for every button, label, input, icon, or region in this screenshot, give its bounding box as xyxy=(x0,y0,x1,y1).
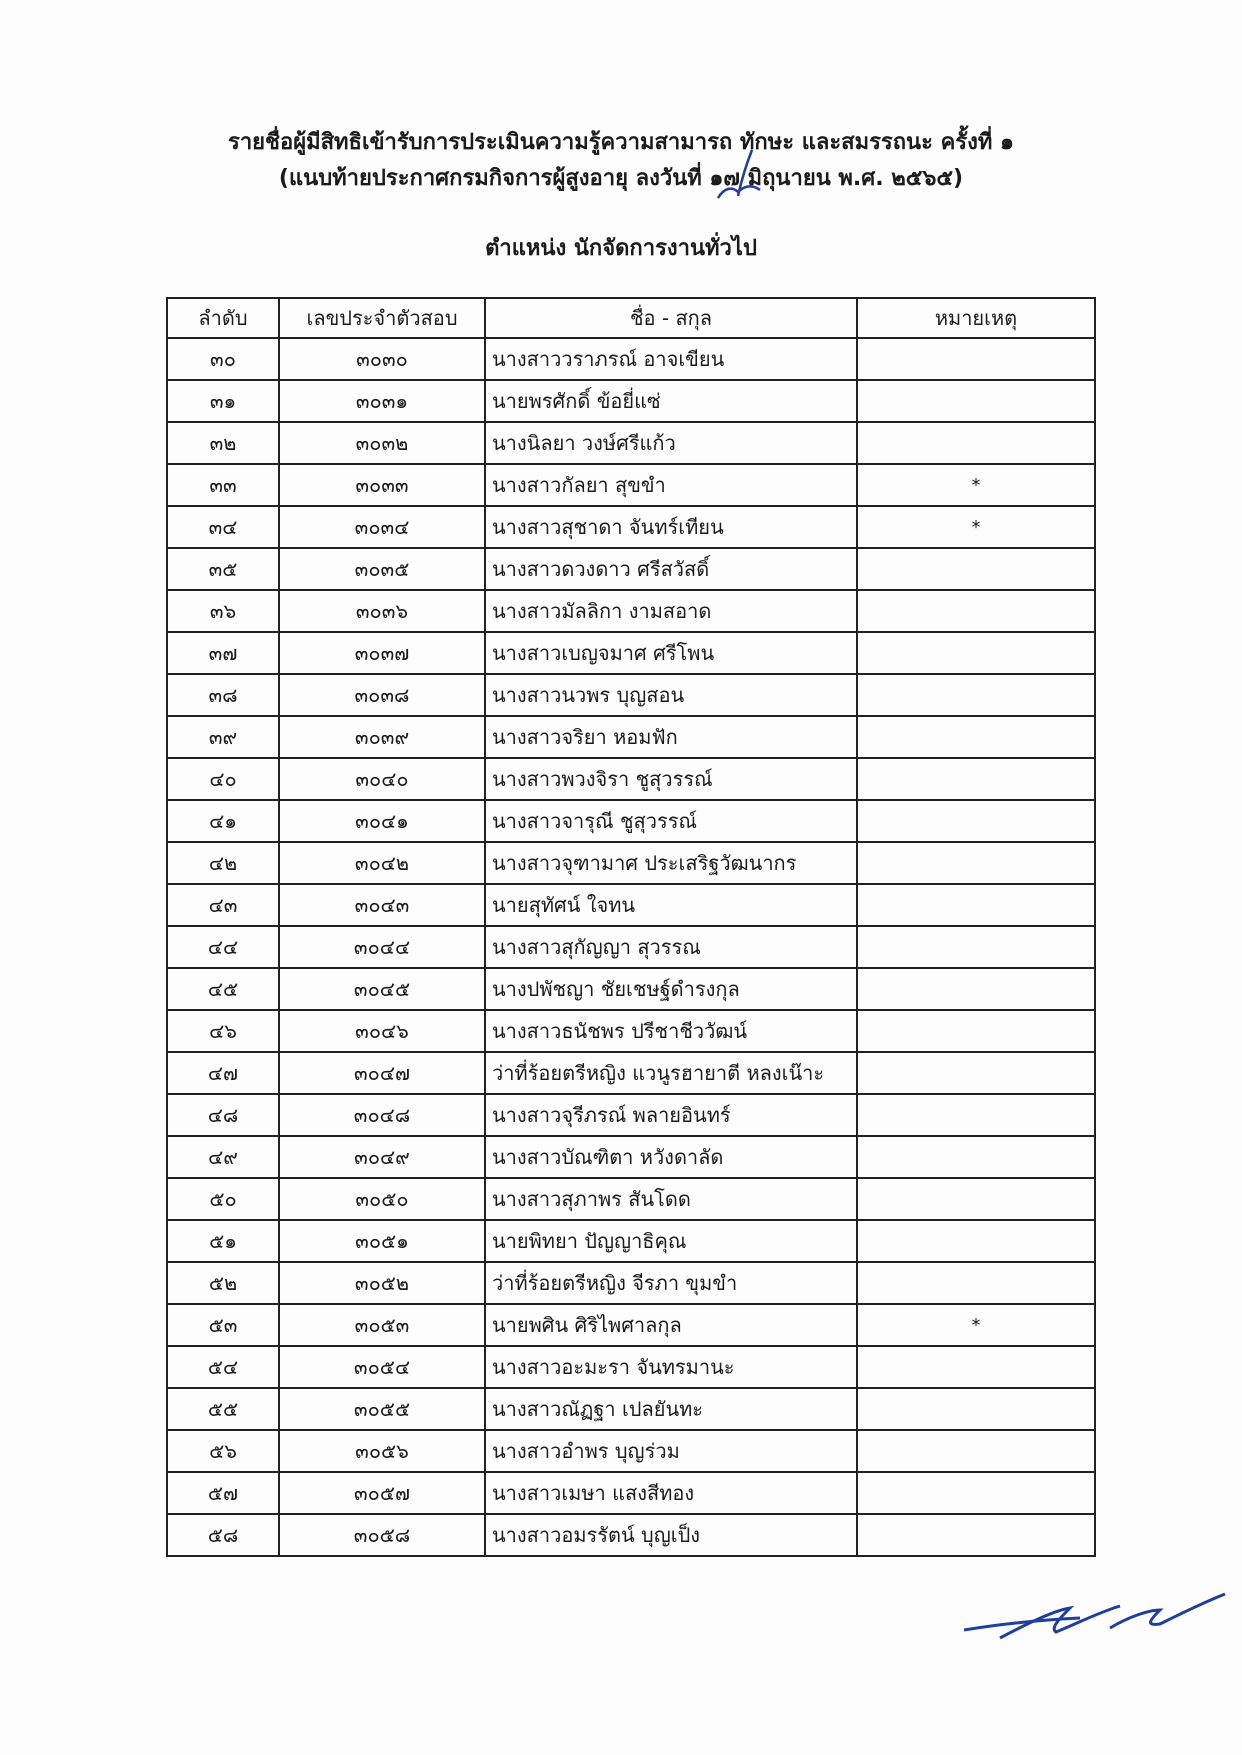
cell-exam-id: ๓๐๔๖ xyxy=(279,1010,485,1052)
cell-order: ๓๕ xyxy=(167,548,279,590)
cell-name: นางสาวณัฏฐา เปลยันทะ xyxy=(485,1388,857,1430)
cell-note xyxy=(857,1052,1095,1094)
cell-order: ๕๘ xyxy=(167,1514,279,1556)
cell-exam-id: ๓๐๔๓ xyxy=(279,884,485,926)
cell-name: นางสาวสุภาพร สันโดด xyxy=(485,1178,857,1220)
cell-name: นายพศิน ศิริไพศาลกุล xyxy=(485,1304,857,1346)
cell-order: ๕๒ xyxy=(167,1262,279,1304)
cell-exam-id: ๓๐๕๕ xyxy=(279,1388,485,1430)
cell-exam-id: ๓๐๓๙ xyxy=(279,716,485,758)
cell-order: ๔๖ xyxy=(167,1010,279,1052)
cell-note: * xyxy=(857,1304,1095,1346)
cell-note xyxy=(857,1178,1095,1220)
cell-name: นางสาวอะมะรา จันทรมานะ xyxy=(485,1346,857,1388)
cell-order: ๓๘ xyxy=(167,674,279,716)
cell-exam-id: ๓๐๓๔ xyxy=(279,506,485,548)
cell-order: ๔๑ xyxy=(167,800,279,842)
cell-exam-id: ๓๐๓๖ xyxy=(279,590,485,632)
table-row xyxy=(167,842,1095,884)
cell-note: * xyxy=(857,506,1095,548)
cell-note xyxy=(857,758,1095,800)
cell-exam-id: ๓๐๕๓ xyxy=(279,1304,485,1346)
cell-order: ๔๔ xyxy=(167,926,279,968)
cell-name: นางสาวเบญจมาศ ศรีโพน xyxy=(485,632,857,674)
cell-exam-id: ๓๐๔๗ xyxy=(279,1052,485,1094)
cell-name: นางสาวอำพร บุญร่วม xyxy=(485,1430,857,1472)
cell-note xyxy=(857,1514,1095,1556)
cell-order: ๓๗ xyxy=(167,632,279,674)
cell-note xyxy=(857,338,1095,380)
column-header-exam-id: เลขประจำตัวสอบ xyxy=(279,298,485,338)
table-row xyxy=(167,1262,1095,1304)
cell-name: นางสาวธนัชพร ปรีชาชีววัฒน์ xyxy=(485,1010,857,1052)
cell-name: ว่าที่ร้อยตรีหญิง แวนูรฮายาตี หลงเน๊าะ xyxy=(485,1052,857,1094)
cell-exam-id: ๓๐๔๙ xyxy=(279,1136,485,1178)
table-row xyxy=(167,968,1095,1010)
cell-exam-id: ๓๐๓๓ xyxy=(279,464,485,506)
cell-note xyxy=(857,590,1095,632)
cell-note xyxy=(857,422,1095,464)
cell-note xyxy=(857,1430,1095,1472)
cell-order: ๕๓ xyxy=(167,1304,279,1346)
cell-note xyxy=(857,1388,1095,1430)
cell-order: ๔๙ xyxy=(167,1136,279,1178)
cell-name: นางสาวพวงจิรา ชูสุวรรณ์ xyxy=(485,758,857,800)
cell-exam-id: ๓๐๓๒ xyxy=(279,422,485,464)
table-row xyxy=(167,758,1095,800)
table-row xyxy=(167,1304,1095,1346)
cell-name: นางปพัชญา ชัยเชษฐ์ดำรงกุล xyxy=(485,968,857,1010)
cell-name: นางสาวกัลยา สุขขำ xyxy=(485,464,857,506)
table-row xyxy=(167,884,1095,926)
cell-note: * xyxy=(857,464,1095,506)
cell-name: นางสาวจารุณี ชูสุวรรณ์ xyxy=(485,800,857,842)
cell-name: นางสาวบัณฑิตา หวังดาลัด xyxy=(485,1136,857,1178)
table-row xyxy=(167,1094,1095,1136)
cell-name: นางสาวเมษา แสงสีทอง xyxy=(485,1472,857,1514)
document-subtitle: (แนบท้ายประกาศกรมกิจการผู้สูงอายุ ลงวันที่ ๑๗ มิถุนายน พ.ศ. ๒๕๖๕) xyxy=(278,166,964,191)
cell-order: ๓๒ xyxy=(167,422,279,464)
cell-note xyxy=(857,800,1095,842)
table-row xyxy=(167,716,1095,758)
cell-name: นายสุทัศน์ ใจทน xyxy=(485,884,857,926)
cell-exam-id: ๓๐๓๐ xyxy=(279,338,485,380)
cell-exam-id: ๓๐๔๐ xyxy=(279,758,485,800)
cell-exam-id: ๓๐๔๒ xyxy=(279,842,485,884)
cell-exam-id: ๓๐๔๔ xyxy=(279,926,485,968)
cell-note xyxy=(857,884,1095,926)
cell-exam-id: ๓๐๓๗ xyxy=(279,632,485,674)
cell-exam-id: ๓๐๕๖ xyxy=(279,1430,485,1472)
table-row xyxy=(167,422,1095,464)
cell-note xyxy=(857,716,1095,758)
cell-order: ๔๓ xyxy=(167,884,279,926)
cell-name: นางสาวอมรรัตน์ บุญเป็ง xyxy=(485,1514,857,1556)
table-row xyxy=(167,1346,1095,1388)
cell-name: นางสาวสุกัญญา สุวรรณ xyxy=(485,926,857,968)
cell-exam-id: ๓๐๕๐ xyxy=(279,1178,485,1220)
cell-name: นางนิลยา วงษ์ศรีแก้ว xyxy=(485,422,857,464)
cell-order: ๓๐ xyxy=(167,338,279,380)
table-header-row xyxy=(167,298,1095,338)
table-row xyxy=(167,1052,1095,1094)
cell-name: นางสาวสุชาดา จันทร์เทียน xyxy=(485,506,857,548)
table-row xyxy=(167,1514,1095,1556)
table-row xyxy=(167,380,1095,422)
cell-exam-id: ๓๐๕๘ xyxy=(279,1514,485,1556)
cell-exam-id: ๓๐๓๑ xyxy=(279,380,485,422)
cell-note xyxy=(857,968,1095,1010)
cell-exam-id: ๓๐๕๔ xyxy=(279,1346,485,1388)
cell-note xyxy=(857,1472,1095,1514)
cell-name: นางสาวนวพร บุญสอน xyxy=(485,674,857,716)
cell-order: ๓๓ xyxy=(167,464,279,506)
cell-note xyxy=(857,1262,1095,1304)
cell-note xyxy=(857,926,1095,968)
table-row xyxy=(167,1220,1095,1262)
table-row xyxy=(167,1430,1095,1472)
column-header-name: ชื่อ - สกุล xyxy=(485,298,857,338)
column-header-note: หมายเหตุ xyxy=(857,298,1095,338)
table-row xyxy=(167,338,1095,380)
cell-order: ๔๐ xyxy=(167,758,279,800)
cell-note xyxy=(857,1010,1095,1052)
table-row xyxy=(167,1178,1095,1220)
cell-exam-id: ๓๐๕๑ xyxy=(279,1220,485,1262)
cell-order: ๔๘ xyxy=(167,1094,279,1136)
cell-name: นายพรศักดิ์ ข้อยี่แซ่ xyxy=(485,380,857,422)
candidate-table xyxy=(166,297,1096,1557)
cell-name: นายพิทยา ปัญญาธิคุณ xyxy=(485,1220,857,1262)
cell-name: ว่าที่ร้อยตรีหญิง จีรภา ขุมขำ xyxy=(485,1262,857,1304)
cell-exam-id: ๓๐๕๗ xyxy=(279,1472,485,1514)
cell-order: ๕๑ xyxy=(167,1220,279,1262)
cell-note xyxy=(857,380,1095,422)
cell-order: ๕๗ xyxy=(167,1472,279,1514)
cell-note xyxy=(857,548,1095,590)
cell-exam-id: ๓๐๔๕ xyxy=(279,968,485,1010)
cell-name: นางสาวจุรีภรณ์ พลายอินทร์ xyxy=(485,1094,857,1136)
table-row xyxy=(167,632,1095,674)
cell-order: ๕๕ xyxy=(167,1388,279,1430)
cell-name: นางสาววราภรณ์ อาจเขียน xyxy=(485,338,857,380)
cell-note xyxy=(857,1136,1095,1178)
cell-order: ๔๕ xyxy=(167,968,279,1010)
table-row xyxy=(167,1010,1095,1052)
cell-note xyxy=(857,1094,1095,1136)
cell-order: ๕๐ xyxy=(167,1178,279,1220)
cell-order: ๔๗ xyxy=(167,1052,279,1094)
cell-order: ๕๖ xyxy=(167,1430,279,1472)
table-row xyxy=(167,1472,1095,1514)
table-row xyxy=(167,590,1095,632)
table-row xyxy=(167,506,1095,548)
cell-name: นางสาวมัลลิกา งามสอาด xyxy=(485,590,857,632)
cell-note xyxy=(857,632,1095,674)
cell-exam-id: ๓๐๔๘ xyxy=(279,1094,485,1136)
table-row xyxy=(167,674,1095,716)
cell-exam-id: ๓๐๓๘ xyxy=(279,674,485,716)
cell-name: นางสาวดวงดาว ศรีสวัสดิ์ xyxy=(485,548,857,590)
document-title: รายชื่อผู้มีสิทธิเข้ารับการประเมินความรู้ความสามารถ ทักษะ และสมรรถนะ ครั้งที่ ๑ xyxy=(228,130,1014,155)
cell-note xyxy=(857,1220,1095,1262)
cell-order: ๓๙ xyxy=(167,716,279,758)
cell-order: ๓๑ xyxy=(167,380,279,422)
cell-name: นางสาวจุฑามาศ ประเสริฐวัฒนากร xyxy=(485,842,857,884)
table-row xyxy=(167,800,1095,842)
cell-exam-id: ๓๐๓๕ xyxy=(279,548,485,590)
table-row xyxy=(167,1136,1095,1178)
cell-order: ๕๔ xyxy=(167,1346,279,1388)
cell-note xyxy=(857,1346,1095,1388)
table-row xyxy=(167,548,1095,590)
cell-order: ๓๔ xyxy=(167,506,279,548)
cell-exam-id: ๓๐๕๒ xyxy=(279,1262,485,1304)
cell-order: ๓๖ xyxy=(167,590,279,632)
cell-name: นางสาวจริยา หอมฟัก xyxy=(485,716,857,758)
column-header-order: ลำดับ xyxy=(167,298,279,338)
cell-order: ๔๒ xyxy=(167,842,279,884)
signature-icon xyxy=(960,1588,1230,1648)
position-title: ตำแหน่ง นักจัดการงานทั่วไป xyxy=(485,236,757,261)
cell-exam-id: ๓๐๔๑ xyxy=(279,800,485,842)
table-row xyxy=(167,464,1095,506)
table-body xyxy=(167,338,1095,1556)
cell-note xyxy=(857,674,1095,716)
table-row xyxy=(167,926,1095,968)
table-row xyxy=(167,1388,1095,1430)
cell-note xyxy=(857,842,1095,884)
